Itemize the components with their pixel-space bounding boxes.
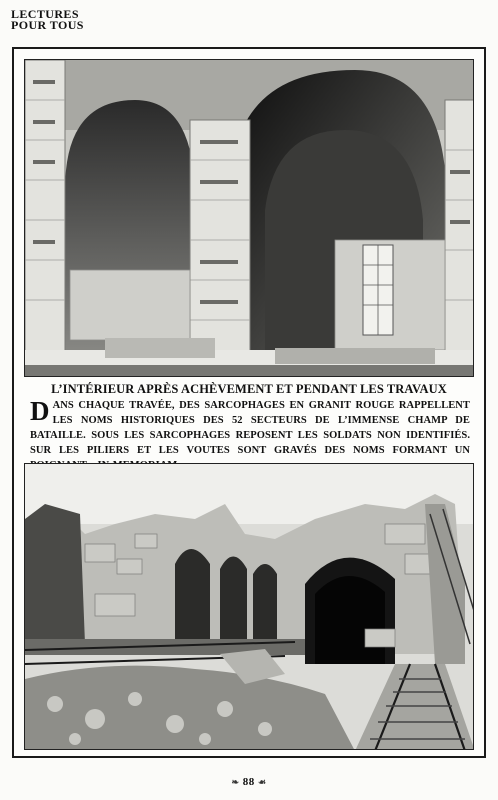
page-number-value: 88 (242, 776, 255, 788)
caption-body (30, 398, 470, 473)
masthead-line-1: LECTURES (11, 7, 79, 21)
photo-interior-completed (24, 59, 474, 377)
caption-text: ANS CHAQUE TRAVÉE, DES SARCOPHAGES EN GRANIT ROUGE RAPPELLENT LES NOMS HISTORIQUES DES 52 SECTEURS DE L’IMMENSE CHAMP DE BATAILLE. SOUS LES SARCOPHAGES REPOSENT LES SOLDATS NON IDENTIFIÉS. SUR LES PILIERS ET LES VOUTES SONT GRAVÉS DES NOMS FORMANT UN (30, 400, 470, 456)
caption-title: L’INTÉRIEUR APRÈS ACHÈVEMENT ET PENDANT LES TRAVAUX (51, 382, 447, 396)
photo-construction-works (24, 463, 474, 750)
page-frame (12, 47, 486, 758)
masthead-line-2: POUR TOUS (11, 18, 84, 32)
page-number (0, 776, 498, 788)
ornament-right-icon: ☙ (257, 777, 267, 787)
masthead (11, 9, 84, 31)
ornament-left-icon: ❧ (231, 777, 240, 787)
caption-dropcap: D (30, 396, 50, 426)
